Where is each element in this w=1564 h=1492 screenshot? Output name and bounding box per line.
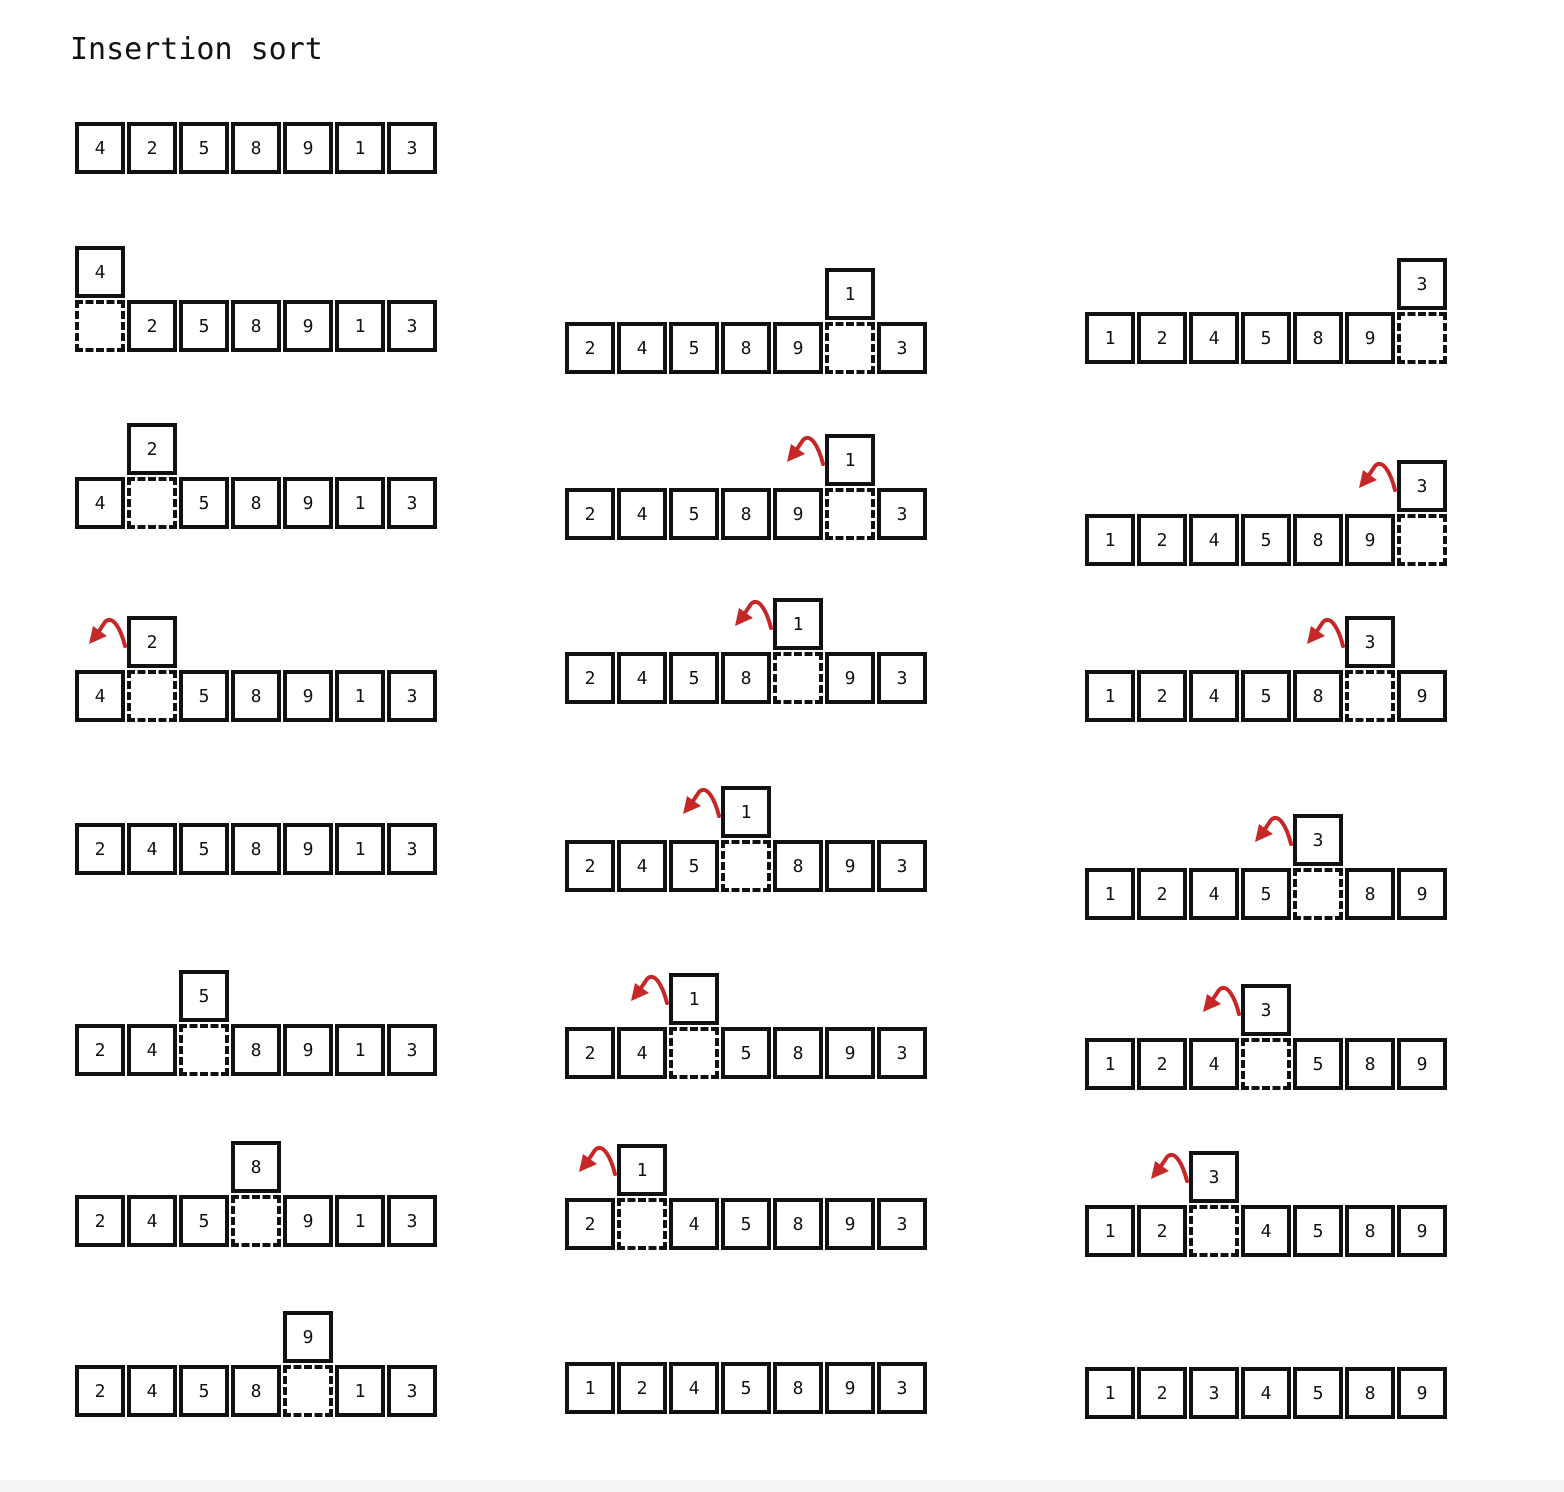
array-cell: 5 (1241, 670, 1291, 722)
array-cell: 8 (773, 1362, 823, 1414)
array-cell: 1 (335, 122, 385, 174)
array-cell: 1 (335, 1365, 385, 1417)
array-cell: 8 (1345, 1205, 1395, 1257)
lifted-key-cell: 5 (179, 970, 229, 1022)
move-left-arrow-icon (731, 592, 775, 632)
array-cell: 3 (387, 122, 437, 174)
array-cell: 3 (877, 840, 927, 892)
array-cell: 3 (387, 670, 437, 722)
array-cell: 4 (617, 1027, 667, 1079)
array-cell: 2 (565, 652, 615, 704)
array-cell: 1 (1085, 312, 1135, 364)
empty-slot (1345, 670, 1395, 722)
array-cell: 2 (565, 322, 615, 374)
array-cell: 4 (75, 670, 125, 722)
lifted-key-cell: 2 (127, 423, 177, 475)
array-cell: 8 (773, 1198, 823, 1250)
empty-slot (669, 1027, 719, 1079)
array-cell: 9 (1345, 312, 1395, 364)
array-cell: 8 (1293, 514, 1343, 566)
array-cell: 9 (825, 652, 875, 704)
array-cell: 5 (179, 670, 229, 722)
array-cell: 5 (669, 322, 719, 374)
array-cell: 2 (127, 122, 177, 174)
lifted-key-cell: 3 (1189, 1151, 1239, 1203)
array-cell: 2 (1137, 1367, 1187, 1419)
array-cell: 2 (75, 823, 125, 875)
array-cell: 8 (1293, 670, 1343, 722)
array-cell: 8 (231, 477, 281, 529)
move-left-arrow-icon (1303, 610, 1347, 650)
array-cell: 3 (877, 1362, 927, 1414)
array-cell: 8 (1345, 1367, 1395, 1419)
move-left-arrow-icon (1355, 454, 1399, 494)
move-left-arrow-icon (783, 428, 827, 468)
array-cell: 5 (669, 652, 719, 704)
array-cell: 9 (1397, 1205, 1447, 1257)
array-cell: 1 (335, 1024, 385, 1076)
array-cell: 4 (127, 1024, 177, 1076)
move-left-arrow-icon (1147, 1145, 1191, 1185)
array-cell: 1 (335, 300, 385, 352)
array-cell: 5 (1241, 868, 1291, 920)
array-cell: 4 (1241, 1205, 1291, 1257)
empty-slot (1241, 1038, 1291, 1090)
array-cell: 8 (1345, 868, 1395, 920)
array-cell: 5 (179, 1195, 229, 1247)
array-cell: 5 (179, 477, 229, 529)
array-cell: 8 (721, 488, 771, 540)
array-cell: 3 (387, 1195, 437, 1247)
array-cell: 9 (773, 488, 823, 540)
array-cell: 4 (1189, 670, 1239, 722)
array-cell: 9 (283, 300, 333, 352)
array-cell: 8 (1345, 1038, 1395, 1090)
lifted-key-cell: 2 (127, 616, 177, 668)
array-cell: 8 (231, 1024, 281, 1076)
empty-slot (231, 1195, 281, 1247)
lifted-key-cell: 3 (1397, 258, 1447, 310)
lifted-key-cell: 9 (283, 1311, 333, 1363)
array-cell: 1 (1085, 1367, 1135, 1419)
array-cell: 5 (669, 840, 719, 892)
array-cell: 3 (877, 322, 927, 374)
footer-strip (0, 1480, 1564, 1492)
empty-slot (721, 840, 771, 892)
empty-slot (1397, 514, 1447, 566)
lifted-key-cell: 1 (617, 1144, 667, 1196)
array-cell: 5 (179, 122, 229, 174)
empty-slot (617, 1198, 667, 1250)
array-cell: 5 (721, 1198, 771, 1250)
array-cell: 3 (387, 1365, 437, 1417)
array-cell: 4 (1241, 1367, 1291, 1419)
array-cell: 2 (1137, 1038, 1187, 1090)
array-cell: 4 (617, 488, 667, 540)
array-cell: 9 (1345, 514, 1395, 566)
array-cell: 2 (1137, 1205, 1187, 1257)
array-cell: 9 (1397, 670, 1447, 722)
empty-slot (127, 477, 177, 529)
array-cell: 5 (179, 1365, 229, 1417)
empty-slot (773, 652, 823, 704)
array-cell: 4 (75, 122, 125, 174)
lifted-key-cell: 1 (773, 598, 823, 650)
array-cell: 3 (877, 488, 927, 540)
array-cell: 2 (75, 1195, 125, 1247)
lifted-key-cell: 1 (721, 786, 771, 838)
move-left-arrow-icon (85, 610, 129, 650)
array-cell: 5 (1241, 514, 1291, 566)
array-cell: 3 (877, 1027, 927, 1079)
array-cell: 3 (877, 1198, 927, 1250)
array-cell: 2 (75, 1365, 125, 1417)
array-cell: 4 (1189, 312, 1239, 364)
lifted-key-cell: 4 (75, 246, 125, 298)
lifted-key-cell: 1 (825, 268, 875, 320)
array-cell: 3 (387, 823, 437, 875)
array-cell: 5 (669, 488, 719, 540)
array-cell: 1 (335, 823, 385, 875)
lifted-key-cell: 8 (231, 1141, 281, 1193)
array-cell: 4 (127, 823, 177, 875)
move-left-arrow-icon (1251, 808, 1295, 848)
array-cell: 2 (1137, 868, 1187, 920)
array-cell: 1 (335, 1195, 385, 1247)
array-cell: 4 (127, 1365, 177, 1417)
array-cell: 2 (565, 488, 615, 540)
array-cell: 9 (283, 122, 333, 174)
array-cell: 1 (1085, 1038, 1135, 1090)
array-cell: 5 (721, 1027, 771, 1079)
array-cell: 8 (721, 652, 771, 704)
array-cell: 5 (721, 1362, 771, 1414)
array-cell: 8 (1293, 312, 1343, 364)
array-cell: 2 (1137, 514, 1187, 566)
array-cell: 2 (617, 1362, 667, 1414)
array-cell: 2 (127, 300, 177, 352)
array-cell: 4 (617, 322, 667, 374)
move-left-arrow-icon (1199, 978, 1243, 1018)
array-cell: 2 (1137, 670, 1187, 722)
array-cell: 9 (283, 1195, 333, 1247)
array-cell: 9 (825, 840, 875, 892)
empty-slot (825, 488, 875, 540)
array-cell: 9 (825, 1198, 875, 1250)
lifted-key-cell: 3 (1345, 616, 1395, 668)
array-cell: 5 (1293, 1205, 1343, 1257)
lifted-key-cell: 3 (1397, 460, 1447, 512)
array-cell: 4 (1189, 868, 1239, 920)
array-cell: 4 (127, 1195, 177, 1247)
array-cell: 5 (179, 823, 229, 875)
array-cell: 3 (1189, 1367, 1239, 1419)
move-left-arrow-icon (575, 1138, 619, 1178)
empty-slot (825, 322, 875, 374)
array-cell: 8 (231, 823, 281, 875)
array-cell: 4 (669, 1198, 719, 1250)
page-title: Insertion sort (70, 32, 323, 67)
array-cell: 8 (231, 122, 281, 174)
array-cell: 3 (387, 477, 437, 529)
array-cell: 9 (773, 322, 823, 374)
array-cell: 3 (387, 300, 437, 352)
lifted-key-cell: 1 (669, 973, 719, 1025)
array-cell: 3 (387, 1024, 437, 1076)
empty-slot (283, 1365, 333, 1417)
array-cell: 2 (565, 840, 615, 892)
empty-slot (75, 300, 125, 352)
array-cell: 4 (669, 1362, 719, 1414)
array-cell: 8 (231, 300, 281, 352)
lifted-key-cell: 1 (825, 434, 875, 486)
array-cell: 4 (617, 652, 667, 704)
array-cell: 5 (1293, 1367, 1343, 1419)
array-cell: 8 (231, 1365, 281, 1417)
array-cell: 9 (1397, 868, 1447, 920)
empty-slot (127, 670, 177, 722)
array-cell: 9 (1397, 1367, 1447, 1419)
array-cell: 3 (877, 652, 927, 704)
array-cell: 9 (283, 823, 333, 875)
array-cell: 1 (565, 1362, 615, 1414)
array-cell: 8 (231, 670, 281, 722)
array-cell: 8 (721, 322, 771, 374)
array-cell: 2 (1137, 312, 1187, 364)
array-cell: 9 (283, 477, 333, 529)
empty-slot (1189, 1205, 1239, 1257)
lifted-key-cell: 3 (1293, 814, 1343, 866)
array-cell: 4 (617, 840, 667, 892)
array-cell: 4 (75, 477, 125, 529)
array-cell: 9 (825, 1027, 875, 1079)
array-cell: 1 (1085, 868, 1135, 920)
array-cell: 1 (335, 477, 385, 529)
array-cell: 2 (565, 1198, 615, 1250)
array-cell: 1 (1085, 670, 1135, 722)
array-cell: 2 (75, 1024, 125, 1076)
empty-slot (1397, 312, 1447, 364)
array-cell: 5 (1241, 312, 1291, 364)
array-cell: 4 (1189, 514, 1239, 566)
array-cell: 8 (773, 1027, 823, 1079)
array-cell: 1 (335, 670, 385, 722)
empty-slot (1293, 868, 1343, 920)
array-cell: 1 (1085, 514, 1135, 566)
lifted-key-cell: 3 (1241, 984, 1291, 1036)
array-cell: 5 (179, 300, 229, 352)
array-cell: 9 (825, 1362, 875, 1414)
array-cell: 2 (565, 1027, 615, 1079)
array-cell: 9 (1397, 1038, 1447, 1090)
array-cell: 8 (773, 840, 823, 892)
array-cell: 5 (1293, 1038, 1343, 1090)
move-left-arrow-icon (679, 780, 723, 820)
empty-slot (179, 1024, 229, 1076)
array-cell: 1 (1085, 1205, 1135, 1257)
move-left-arrow-icon (627, 967, 671, 1007)
array-cell: 4 (1189, 1038, 1239, 1090)
array-cell: 9 (283, 1024, 333, 1076)
array-cell: 9 (283, 670, 333, 722)
